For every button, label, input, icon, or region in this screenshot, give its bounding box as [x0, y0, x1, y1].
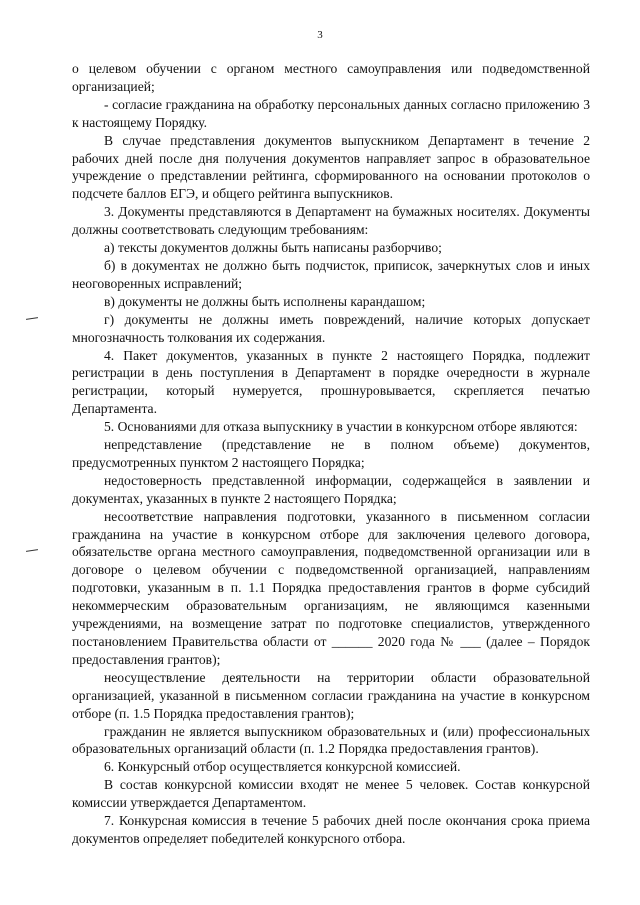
paragraph: б) в документах не должно быть подчисток, приписок, зачеркнутых слов и иных неоговоренных исправлений; — [72, 257, 590, 291]
margin-mark — [26, 549, 38, 552]
paragraph: 4. Пакет документов, указанных в пункте 2 настоящего Порядка, подлежит регистрации в день поступления в Департамент в порядке очередности в журнале регистрации, который нумеруется, прошнуровывается, скрепляется печатью Департамента. — [72, 347, 590, 417]
document-body — [72, 60, 590, 848]
paragraph: 3. Документы представляются в Департамент на бумажных носителях. Документы должны соответствовать следующим требованиям: — [72, 204, 590, 238]
paragraph: В случае представления документов выпускником Департамент в течение 2 рабочих дней после дня получения документов направляет запрос в образовательное учреждение о представлении рейтинга, сформированного на основании протоколов о подсчете баллов ЕГЭ, и общего рейтинга выпускников. — [72, 132, 590, 202]
paragraph: недостоверность представленной информации, содержащейся в заявлении и документах, указанных в пункте 2 настоящего Порядка; — [72, 472, 590, 506]
paragraph: неосуществление деятельности на территории области образовательной организацией, указанной в письменном согласии гражданина на участие в конкурсном отборе (п. 1.5 Порядка предоставления грантов); — [72, 669, 590, 721]
paragraph: 6. Конкурсный отбор осуществляется конкурсной комиссией. — [104, 759, 461, 775]
paragraph: г) документы не должны иметь повреждений, наличие которых допускает многозначность толкования их содержания. — [72, 311, 590, 345]
page-number: 3 — [317, 29, 323, 41]
paragraph: 5. Основаниями для отказа выпускнику в участии в конкурсном отборе являются: — [104, 419, 578, 435]
paragraph: несоответствие направления подготовки, указанного в письменном согласии гражданина на участие в конкурсном отборе для заключения целевого договора, обязательстве органа местного самоуправления, подведомственной организации или в договоре о целевом обучении с подведомственной организацией, направлениям подготовки, указанным в п. 1.1 Порядка предоставления грантов в форме субсидий некоммерческим образовательным организациям, не являющимся казенными учреждениями, на возмещение затрат по подготовке специалистов, утвержденного постановлением Правительства области от ______ 2020 года № ___ (далее – Порядок предоставления грантов); — [72, 508, 590, 667]
paragraph: В состав конкурсной комиссии входят не менее 5 человек. Состав конкурсной комиссии утверждается Департаментом. — [72, 777, 590, 811]
paragraph: а) тексты документов должны быть написаны разборчиво; — [104, 240, 442, 256]
paragraph: непредставление (представление не в полном объеме) документов, предусмотренных пунктом 2 настоящего Порядка; — [72, 437, 590, 470]
paragraph: в) документы не должны быть исполнены карандашом; — [104, 293, 426, 309]
paragraph: гражданин не является выпускником образовательных и (или) профессиональных образовательных организаций области (п. 1.2 Порядка предоставления грантов). — [72, 723, 590, 757]
paragraph: - согласие гражданина на обработку персональных данных согласно приложению 3 к настоящему Порядку. — [72, 96, 590, 130]
margin-mark — [26, 317, 38, 320]
paragraph: о целевом обучении с органом местного самоуправления или подведомственной организацией; — [72, 61, 590, 94]
paragraph: 7. Конкурсная комиссия в течение 5 рабочих дней после окончания срока приема документов определяет победителей конкурсного отбора. — [72, 813, 590, 846]
